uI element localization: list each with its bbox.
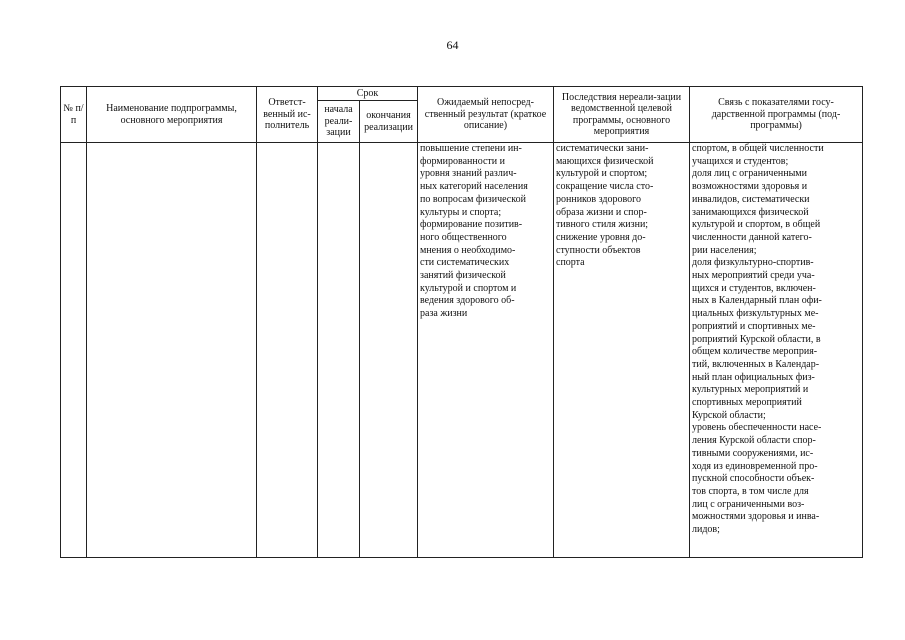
header-executor: Ответст-венный ис-полнитель bbox=[257, 87, 318, 143]
header-term-start: начала реали-зации bbox=[318, 101, 360, 143]
page-number: 64 bbox=[446, 38, 459, 52]
cell-num bbox=[61, 143, 87, 558]
program-table bbox=[60, 86, 863, 558]
cell-name bbox=[87, 143, 257, 558]
cell-term-start bbox=[318, 143, 360, 558]
header-num: № п/п bbox=[61, 87, 87, 143]
header-link-indicators: Связь с показателями госу-дарственной программы (под-программы) bbox=[690, 87, 863, 143]
cell-executor bbox=[257, 143, 318, 558]
cell-expected-result: повышение степени ин- формированности и уровня знаний различ- ных категорий населения по вопросам физической культуры и спорта; формирование позитив- ного общественного мнения о необходимо- сти систематических занятий физической культурой и спортом и ведения здорового об- раза жизни bbox=[418, 143, 554, 558]
cell-link-indicators: спортом, в общей численности учащихся и студентов; доля лиц с ограниченными возможностями здоровья и инвалидов, систематически занимающихся физической культурой и спортом, в общей численности данной катего- рии населения; доля физкультурно-спортив- ных мероприятий среди уча- щихся и студентов, включен- ных в Календарный план офи- циальных физкультурных ме- роприятий и спортивных ме- роприятий Курской области, в общем количестве мероприя- тий, включенных в Календар- ный план официальных физ- культурных мероприятий и спортивных мероприятий Курской области; уровень обеспеченности насе- ления Курской области спор- тивными сооружениями, ис- ходя из единовременной про- пускной способности объек- тов спорта, в том числе для лиц с ограниченными воз- можностями здоровья и инва- лидов; bbox=[690, 143, 863, 558]
table-row bbox=[61, 143, 863, 558]
cell-consequences: систематически зани- мающихся физической культурой и спортом; сокращение числа сто- ронников здорового образа жизни и спор- тивного стиля жизни; снижение уровня до- ступности объектов спорта bbox=[554, 143, 690, 558]
header-expected-result: Ожидаемый непосред-ственный результат (краткое описание) bbox=[418, 87, 554, 143]
header-consequences: Последствия нереали-зации ведомственной целевой программы, основного мероприятия bbox=[554, 87, 690, 143]
header-term-end: окончания реализации bbox=[360, 101, 418, 143]
cell-term-end bbox=[360, 143, 418, 558]
header-term: Срок bbox=[318, 87, 418, 101]
header-name: Наименование подпрограммы, основного мероприятия bbox=[87, 87, 257, 143]
